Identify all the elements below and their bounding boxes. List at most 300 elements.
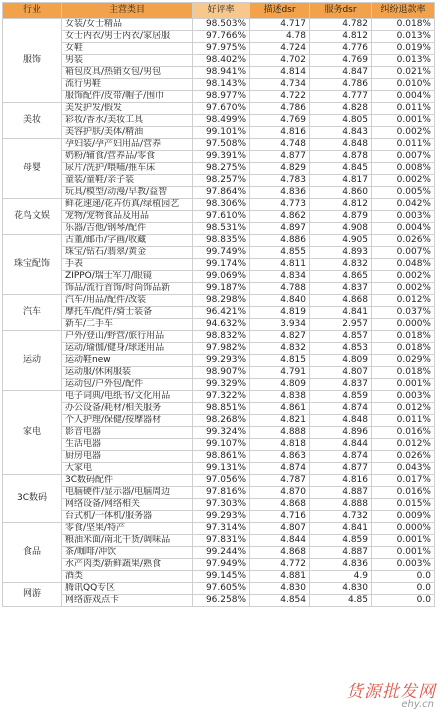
desc-dsr-cell: 4.861	[250, 403, 310, 415]
service-dsr-cell: 4.868	[310, 295, 372, 307]
watermark-logo: 货源批发网	[346, 682, 436, 702]
refund-rate-cell: 0.007%	[372, 247, 435, 259]
table-row	[3, 19, 435, 31]
desc-dsr-cell: 4.886	[250, 235, 310, 247]
category-cell: 彩妆/香水/美妆工具	[62, 115, 193, 127]
positive-rate-cell: 97.605%	[193, 583, 250, 595]
table-row	[3, 367, 435, 379]
refund-rate-cell: 0.018%	[372, 331, 435, 343]
service-dsr-cell: 4.832	[310, 259, 372, 271]
refund-rate-cell: 0.002%	[372, 283, 435, 295]
table-row	[3, 583, 435, 595]
desc-dsr-cell: 4.702	[250, 55, 310, 67]
category-cell: 服饰配件/皮带/帽子/围巾	[62, 91, 193, 103]
desc-dsr-cell: 4.748	[250, 139, 310, 151]
refund-rate-cell: 0.018%	[372, 343, 435, 355]
service-dsr-cell: 4.908	[310, 223, 372, 235]
category-cell: 户外/登山/野营/旅行用品	[62, 331, 193, 343]
category-cell: 童装/童鞋/亲子装	[62, 175, 193, 187]
refund-rate-cell: 0.000%	[372, 319, 435, 331]
service-dsr-cell: 4.841	[310, 307, 372, 319]
desc-dsr-cell: 4.840	[250, 295, 310, 307]
refund-rate-cell: 0.005%	[372, 187, 435, 199]
desc-dsr-cell: 4.863	[250, 451, 310, 463]
positive-rate-cell: 98.306%	[193, 199, 250, 211]
header-refund-rate: 纠纷退款率	[372, 3, 435, 19]
positive-rate-cell: 96.258%	[193, 595, 250, 607]
category-cell: 电子词典/电纸书/文化用品	[62, 391, 193, 403]
category-cell: 女士内衣/男士内衣/家居服	[62, 31, 193, 43]
table-container	[2, 2, 434, 607]
category-cell: 腾讯QQ专区	[62, 583, 193, 595]
positive-rate-cell: 97.610%	[193, 211, 250, 223]
refund-rate-cell: 0.001%	[372, 547, 435, 559]
refund-rate-cell: 0.0	[372, 595, 435, 607]
positive-rate-cell: 98.499%	[193, 115, 250, 127]
service-dsr-cell: 4.817	[310, 175, 372, 187]
refund-rate-cell: 0.0	[372, 571, 435, 583]
industry-cell: 食品	[3, 523, 62, 583]
desc-dsr-cell: 4.897	[250, 223, 310, 235]
service-dsr-cell: 4.9	[310, 571, 372, 583]
positive-rate-cell: 98.832%	[193, 331, 250, 343]
category-cell: 运动/瑜伽/健身/球迷用品	[62, 343, 193, 355]
positive-rate-cell: 97.322%	[193, 391, 250, 403]
refund-rate-cell: 0.003%	[372, 211, 435, 223]
refund-rate-cell: 0.003%	[372, 559, 435, 571]
service-dsr-cell: 4.816	[310, 475, 372, 487]
refund-rate-cell: 0.0	[372, 583, 435, 595]
category-cell: 女鞋	[62, 43, 193, 55]
refund-rate-cell: 0.043%	[372, 463, 435, 475]
positive-rate-cell: 97.949%	[193, 559, 250, 571]
table-row	[3, 415, 435, 427]
refund-rate-cell: 0.012%	[372, 295, 435, 307]
table-row	[3, 535, 435, 547]
positive-rate-cell: 98.851%	[193, 403, 250, 415]
table-row	[3, 103, 435, 115]
positive-rate-cell: 99.174%	[193, 259, 250, 271]
refund-rate-cell: 0.011%	[372, 415, 435, 427]
industry-cell: 3C数码	[3, 475, 62, 523]
category-cell: 酒类	[62, 571, 193, 583]
category-cell: 运动服/休闲服装	[62, 367, 193, 379]
service-dsr-cell: 4.853	[310, 343, 372, 355]
service-dsr-cell: 4.874	[310, 451, 372, 463]
desc-dsr-cell: 4.868	[250, 499, 310, 511]
table-row	[3, 295, 435, 307]
service-dsr-cell: 2.957	[310, 319, 372, 331]
desc-dsr-cell: 4.788	[250, 283, 310, 295]
refund-rate-cell: 0.008%	[372, 163, 435, 175]
desc-dsr-cell: 4.811	[250, 259, 310, 271]
table-row	[3, 55, 435, 67]
refund-rate-cell: 0.026%	[372, 235, 435, 247]
category-cell: 运动鞋new	[62, 355, 193, 367]
desc-dsr-cell: 4.874	[250, 463, 310, 475]
table-row	[3, 355, 435, 367]
table-row	[3, 343, 435, 355]
positive-rate-cell: 99.324%	[193, 427, 250, 439]
positive-rate-cell: 98.503%	[193, 19, 250, 31]
refund-rate-cell: 0.003%	[372, 391, 435, 403]
table-row	[3, 115, 435, 127]
category-cell: 手表	[62, 259, 193, 271]
desc-dsr-cell: 4.724	[250, 43, 310, 55]
desc-dsr-cell: 4.819	[250, 307, 310, 319]
table-row	[3, 67, 435, 79]
refund-rate-cell: 0.048%	[372, 259, 435, 271]
desc-dsr-cell: 4.717	[250, 19, 310, 31]
desc-dsr-cell: 4.854	[250, 595, 310, 607]
refund-rate-cell: 0.017%	[372, 475, 435, 487]
refund-rate-cell: 0.001%	[372, 535, 435, 547]
service-dsr-cell: 4.812	[310, 199, 372, 211]
category-cell: 办公设备/耗材/相关服务	[62, 403, 193, 415]
positive-rate-cell: 97.670%	[193, 103, 250, 115]
positive-rate-cell: 99.131%	[193, 463, 250, 475]
table-row	[3, 271, 435, 283]
category-cell: 珠宝/钻石/翡翠/黄金	[62, 247, 193, 259]
service-dsr-cell: 4.865	[310, 271, 372, 283]
refund-rate-cell: 0.007%	[372, 151, 435, 163]
service-dsr-cell: 4.841	[310, 523, 372, 535]
refund-rate-cell: 0.000%	[372, 523, 435, 535]
refund-rate-cell: 0.002%	[372, 127, 435, 139]
table-row	[3, 139, 435, 151]
service-dsr-cell: 4.888	[310, 499, 372, 511]
table-row	[3, 511, 435, 523]
refund-rate-cell: 0.011%	[372, 139, 435, 151]
refund-rate-cell: 0.018%	[372, 19, 435, 31]
desc-dsr-cell: 4.791	[250, 367, 310, 379]
table-row	[3, 223, 435, 235]
positive-rate-cell: 97.864%	[193, 187, 250, 199]
category-cell: 古董/邮币/字画/收藏	[62, 235, 193, 247]
desc-dsr-cell: 4.855	[250, 247, 310, 259]
category-cell: 3C数码配件	[62, 475, 193, 487]
category-cell: 茶/咖啡/冲饮	[62, 547, 193, 559]
desc-dsr-cell: 4.838	[250, 391, 310, 403]
refund-rate-cell: 0.012%	[372, 403, 435, 415]
service-dsr-cell: 4.812	[310, 31, 372, 43]
category-cell: 新车/二手车	[62, 319, 193, 331]
positive-rate-cell: 99.187%	[193, 283, 250, 295]
industry-cell: 美妆	[3, 103, 62, 139]
desc-dsr-cell: 4.783	[250, 175, 310, 187]
table-row	[3, 31, 435, 43]
positive-rate-cell: 99.329%	[193, 379, 250, 391]
refund-rate-cell: 0.011%	[372, 103, 435, 115]
table-row	[3, 475, 435, 487]
service-dsr-cell: 4.837	[310, 283, 372, 295]
industry-dsr-table	[2, 2, 435, 607]
service-dsr-cell: 4.769	[310, 55, 372, 67]
service-dsr-cell: 4.809	[310, 355, 372, 367]
positive-rate-cell: 98.275%	[193, 163, 250, 175]
category-cell: 厨房电器	[62, 451, 193, 463]
watermark-sub: ehy.cn	[401, 699, 434, 710]
table-row	[3, 163, 435, 175]
refund-rate-cell: 0.037%	[372, 307, 435, 319]
header-desc-dsr: 描述dsr	[250, 3, 310, 19]
desc-dsr-cell: 4.809	[250, 379, 310, 391]
table-row	[3, 187, 435, 199]
refund-rate-cell: 0.019%	[372, 43, 435, 55]
service-dsr-cell: 4.848	[310, 415, 372, 427]
service-dsr-cell: 4.830	[310, 583, 372, 595]
service-dsr-cell: 4.836	[310, 559, 372, 571]
refund-rate-cell: 0.002%	[372, 271, 435, 283]
positive-rate-cell: 97.303%	[193, 499, 250, 511]
service-dsr-cell: 4.845	[310, 163, 372, 175]
positive-rate-cell: 99.293%	[193, 511, 250, 523]
service-dsr-cell: 4.786	[310, 79, 372, 91]
category-cell: 网络设备/网络相关	[62, 499, 193, 511]
category-cell: 生活电器	[62, 439, 193, 451]
service-dsr-cell: 4.857	[310, 331, 372, 343]
positive-rate-cell: 98.143%	[193, 79, 250, 91]
header-industry: 行业	[3, 3, 62, 19]
desc-dsr-cell: 4.78	[250, 31, 310, 43]
positive-rate-cell: 97.766%	[193, 31, 250, 43]
refund-rate-cell: 0.004%	[372, 91, 435, 103]
table-row	[3, 79, 435, 91]
desc-dsr-cell: 4.734	[250, 79, 310, 91]
desc-dsr-cell: 4.834	[250, 271, 310, 283]
positive-rate-cell: 97.314%	[193, 523, 250, 535]
positive-rate-cell: 99.293%	[193, 355, 250, 367]
desc-dsr-cell: 4.829	[250, 163, 310, 175]
service-dsr-cell: 4.828	[310, 103, 372, 115]
service-dsr-cell: 4.879	[310, 211, 372, 223]
refund-rate-cell: 0.010%	[372, 79, 435, 91]
table-row	[3, 595, 435, 607]
industry-cell: 家电	[3, 391, 62, 475]
service-dsr-cell: 4.807	[310, 367, 372, 379]
table-row	[3, 91, 435, 103]
positive-rate-cell: 99.107%	[193, 439, 250, 451]
category-cell: 男装	[62, 55, 193, 67]
service-dsr-cell: 4.893	[310, 247, 372, 259]
category-cell: 鲜花速递/花卉仿真/绿植园艺	[62, 199, 193, 211]
desc-dsr-cell: 4.787	[250, 475, 310, 487]
positive-rate-cell: 98.257%	[193, 175, 250, 187]
category-cell: 流行男鞋	[62, 79, 193, 91]
table-row	[3, 211, 435, 223]
table-row	[3, 547, 435, 559]
category-cell: 汽车/用品/配件/改装	[62, 295, 193, 307]
positive-rate-cell: 98.861%	[193, 451, 250, 463]
refund-rate-cell: 0.042%	[372, 199, 435, 211]
service-dsr-cell: 4.859	[310, 391, 372, 403]
desc-dsr-cell: 4.881	[250, 571, 310, 583]
desc-dsr-cell: 4.844	[250, 535, 310, 547]
positive-rate-cell: 98.402%	[193, 55, 250, 67]
positive-rate-cell: 99.145%	[193, 571, 250, 583]
category-cell: 粮油米面/南北干货/调味品	[62, 535, 193, 547]
category-cell: ZIPPO/瑞士军刀/眼镜	[62, 271, 193, 283]
refund-rate-cell: 0.026%	[372, 451, 435, 463]
category-cell: 宠物/宠物食品及用品	[62, 211, 193, 223]
positive-rate-cell: 99.069%	[193, 271, 250, 283]
service-dsr-cell: 4.887	[310, 547, 372, 559]
positive-rate-cell: 94.632%	[193, 319, 250, 331]
service-dsr-cell: 4.860	[310, 187, 372, 199]
table-row	[3, 259, 435, 271]
table-row	[3, 463, 435, 475]
table-body	[3, 19, 435, 607]
table-row	[3, 175, 435, 187]
positive-rate-cell: 98.977%	[193, 91, 250, 103]
industry-cell: 母婴	[3, 139, 62, 199]
positive-rate-cell: 98.531%	[193, 223, 250, 235]
desc-dsr-cell: 4.722	[250, 91, 310, 103]
service-dsr-cell: 4.844	[310, 439, 372, 451]
table-row	[3, 439, 435, 451]
positive-rate-cell: 99.244%	[193, 547, 250, 559]
category-cell: 网络游戏点卡	[62, 595, 193, 607]
service-dsr-cell: 4.805	[310, 115, 372, 127]
desc-dsr-cell: 4.832	[250, 343, 310, 355]
desc-dsr-cell: 4.830	[250, 583, 310, 595]
service-dsr-cell: 4.837	[310, 379, 372, 391]
service-dsr-cell: 4.782	[310, 19, 372, 31]
service-dsr-cell: 4.848	[310, 139, 372, 151]
industry-cell: 珠宝配饰	[3, 235, 62, 295]
industry-cell: 花鸟文娱	[3, 199, 62, 235]
service-dsr-cell: 4.887	[310, 487, 372, 499]
positive-rate-cell: 98.907%	[193, 367, 250, 379]
table-row	[3, 487, 435, 499]
table-row	[3, 319, 435, 331]
desc-dsr-cell: 4.769	[250, 115, 310, 127]
refund-rate-cell: 0.012%	[372, 439, 435, 451]
desc-dsr-cell: 4.870	[250, 487, 310, 499]
header-service-dsr: 服务dsr	[310, 3, 372, 19]
desc-dsr-cell: 4.836	[250, 187, 310, 199]
service-dsr-cell: 4.878	[310, 151, 372, 163]
category-cell: 运动包/户外包/配件	[62, 379, 193, 391]
desc-dsr-cell: 4.818	[250, 439, 310, 451]
service-dsr-cell: 4.843	[310, 127, 372, 139]
category-cell: 美容护肤/美体/精油	[62, 127, 193, 139]
positive-rate-cell: 97.816%	[193, 487, 250, 499]
desc-dsr-cell: 4.814	[250, 67, 310, 79]
positive-rate-cell: 99.749%	[193, 247, 250, 259]
desc-dsr-cell: 3.934	[250, 319, 310, 331]
service-dsr-cell: 4.905	[310, 235, 372, 247]
desc-dsr-cell: 4.716	[250, 511, 310, 523]
table-row	[3, 127, 435, 139]
category-cell: 大家电	[62, 463, 193, 475]
table-row	[3, 199, 435, 211]
table-row	[3, 247, 435, 259]
service-dsr-cell: 4.896	[310, 427, 372, 439]
service-dsr-cell: 4.776	[310, 43, 372, 55]
desc-dsr-cell: 4.816	[250, 127, 310, 139]
positive-rate-cell: 98.268%	[193, 415, 250, 427]
desc-dsr-cell: 4.821	[250, 415, 310, 427]
positive-rate-cell: 97.831%	[193, 535, 250, 547]
positive-rate-cell: 99.391%	[193, 151, 250, 163]
table-row	[3, 403, 435, 415]
category-cell: 美发护发/假发	[62, 103, 193, 115]
table-row	[3, 43, 435, 55]
desc-dsr-cell: 4.827	[250, 331, 310, 343]
service-dsr-cell: 4.732	[310, 511, 372, 523]
header-positive-rate: 好评率	[193, 3, 250, 19]
positive-rate-cell: 97.982%	[193, 343, 250, 355]
table-row	[3, 559, 435, 571]
industry-cell: 汽车	[3, 295, 62, 331]
category-cell: 影音电器	[62, 427, 193, 439]
refund-rate-cell: 0.021%	[372, 67, 435, 79]
refund-rate-cell: 0.016%	[372, 487, 435, 499]
category-cell: 箱包皮具/热销女包/男包	[62, 67, 193, 79]
table-row	[3, 391, 435, 403]
positive-rate-cell: 96.421%	[193, 307, 250, 319]
refund-rate-cell: 0.013%	[372, 31, 435, 43]
refund-rate-cell: 0.029%	[372, 355, 435, 367]
category-cell: 个人护理/保健/按摩器材	[62, 415, 193, 427]
refund-rate-cell: 0.009%	[372, 511, 435, 523]
category-cell: 零食/坚果/特产	[62, 523, 193, 535]
category-cell: 水产肉类/新鲜蔬果/熟食	[62, 559, 193, 571]
refund-rate-cell: 0.001%	[372, 115, 435, 127]
refund-rate-cell: 0.002%	[372, 175, 435, 187]
category-cell: 女装/女士精品	[62, 19, 193, 31]
positive-rate-cell: 98.941%	[193, 67, 250, 79]
positive-rate-cell: 98.298%	[193, 295, 250, 307]
desc-dsr-cell: 4.772	[250, 559, 310, 571]
service-dsr-cell: 4.859	[310, 535, 372, 547]
desc-dsr-cell: 4.862	[250, 211, 310, 223]
category-cell: 奶粉/辅食/营养品/零食	[62, 151, 193, 163]
service-dsr-cell: 4.847	[310, 67, 372, 79]
refund-rate-cell: 0.016%	[372, 427, 435, 439]
desc-dsr-cell: 4.888	[250, 427, 310, 439]
header-category: 主营类目	[62, 3, 193, 19]
table-row	[3, 427, 435, 439]
refund-rate-cell: 0.004%	[372, 223, 435, 235]
table-row	[3, 283, 435, 295]
positive-rate-cell: 97.056%	[193, 475, 250, 487]
table-row	[3, 331, 435, 343]
table-row	[3, 571, 435, 583]
table-row	[3, 307, 435, 319]
refund-rate-cell: 0.013%	[372, 55, 435, 67]
desc-dsr-cell: 4.786	[250, 103, 310, 115]
service-dsr-cell: 4.85	[310, 595, 372, 607]
positive-rate-cell: 97.975%	[193, 43, 250, 55]
industry-cell: 网游	[3, 583, 62, 607]
table-row	[3, 379, 435, 391]
desc-dsr-cell: 4.815	[250, 355, 310, 367]
positive-rate-cell: 99.101%	[193, 127, 250, 139]
service-dsr-cell: 4.874	[310, 403, 372, 415]
table-row	[3, 151, 435, 163]
table-row	[3, 451, 435, 463]
category-cell: 乐器/吉他/钢琴/配件	[62, 223, 193, 235]
industry-cell: 服饰	[3, 19, 62, 103]
table-row	[3, 235, 435, 247]
desc-dsr-cell: 4.773	[250, 199, 310, 211]
category-cell: 玩具/模型/动漫/早教/益智	[62, 187, 193, 199]
service-dsr-cell: 4.877	[310, 463, 372, 475]
desc-dsr-cell: 4.807	[250, 523, 310, 535]
category-cell: 饰品/流行首饰/时尚饰品新	[62, 283, 193, 295]
